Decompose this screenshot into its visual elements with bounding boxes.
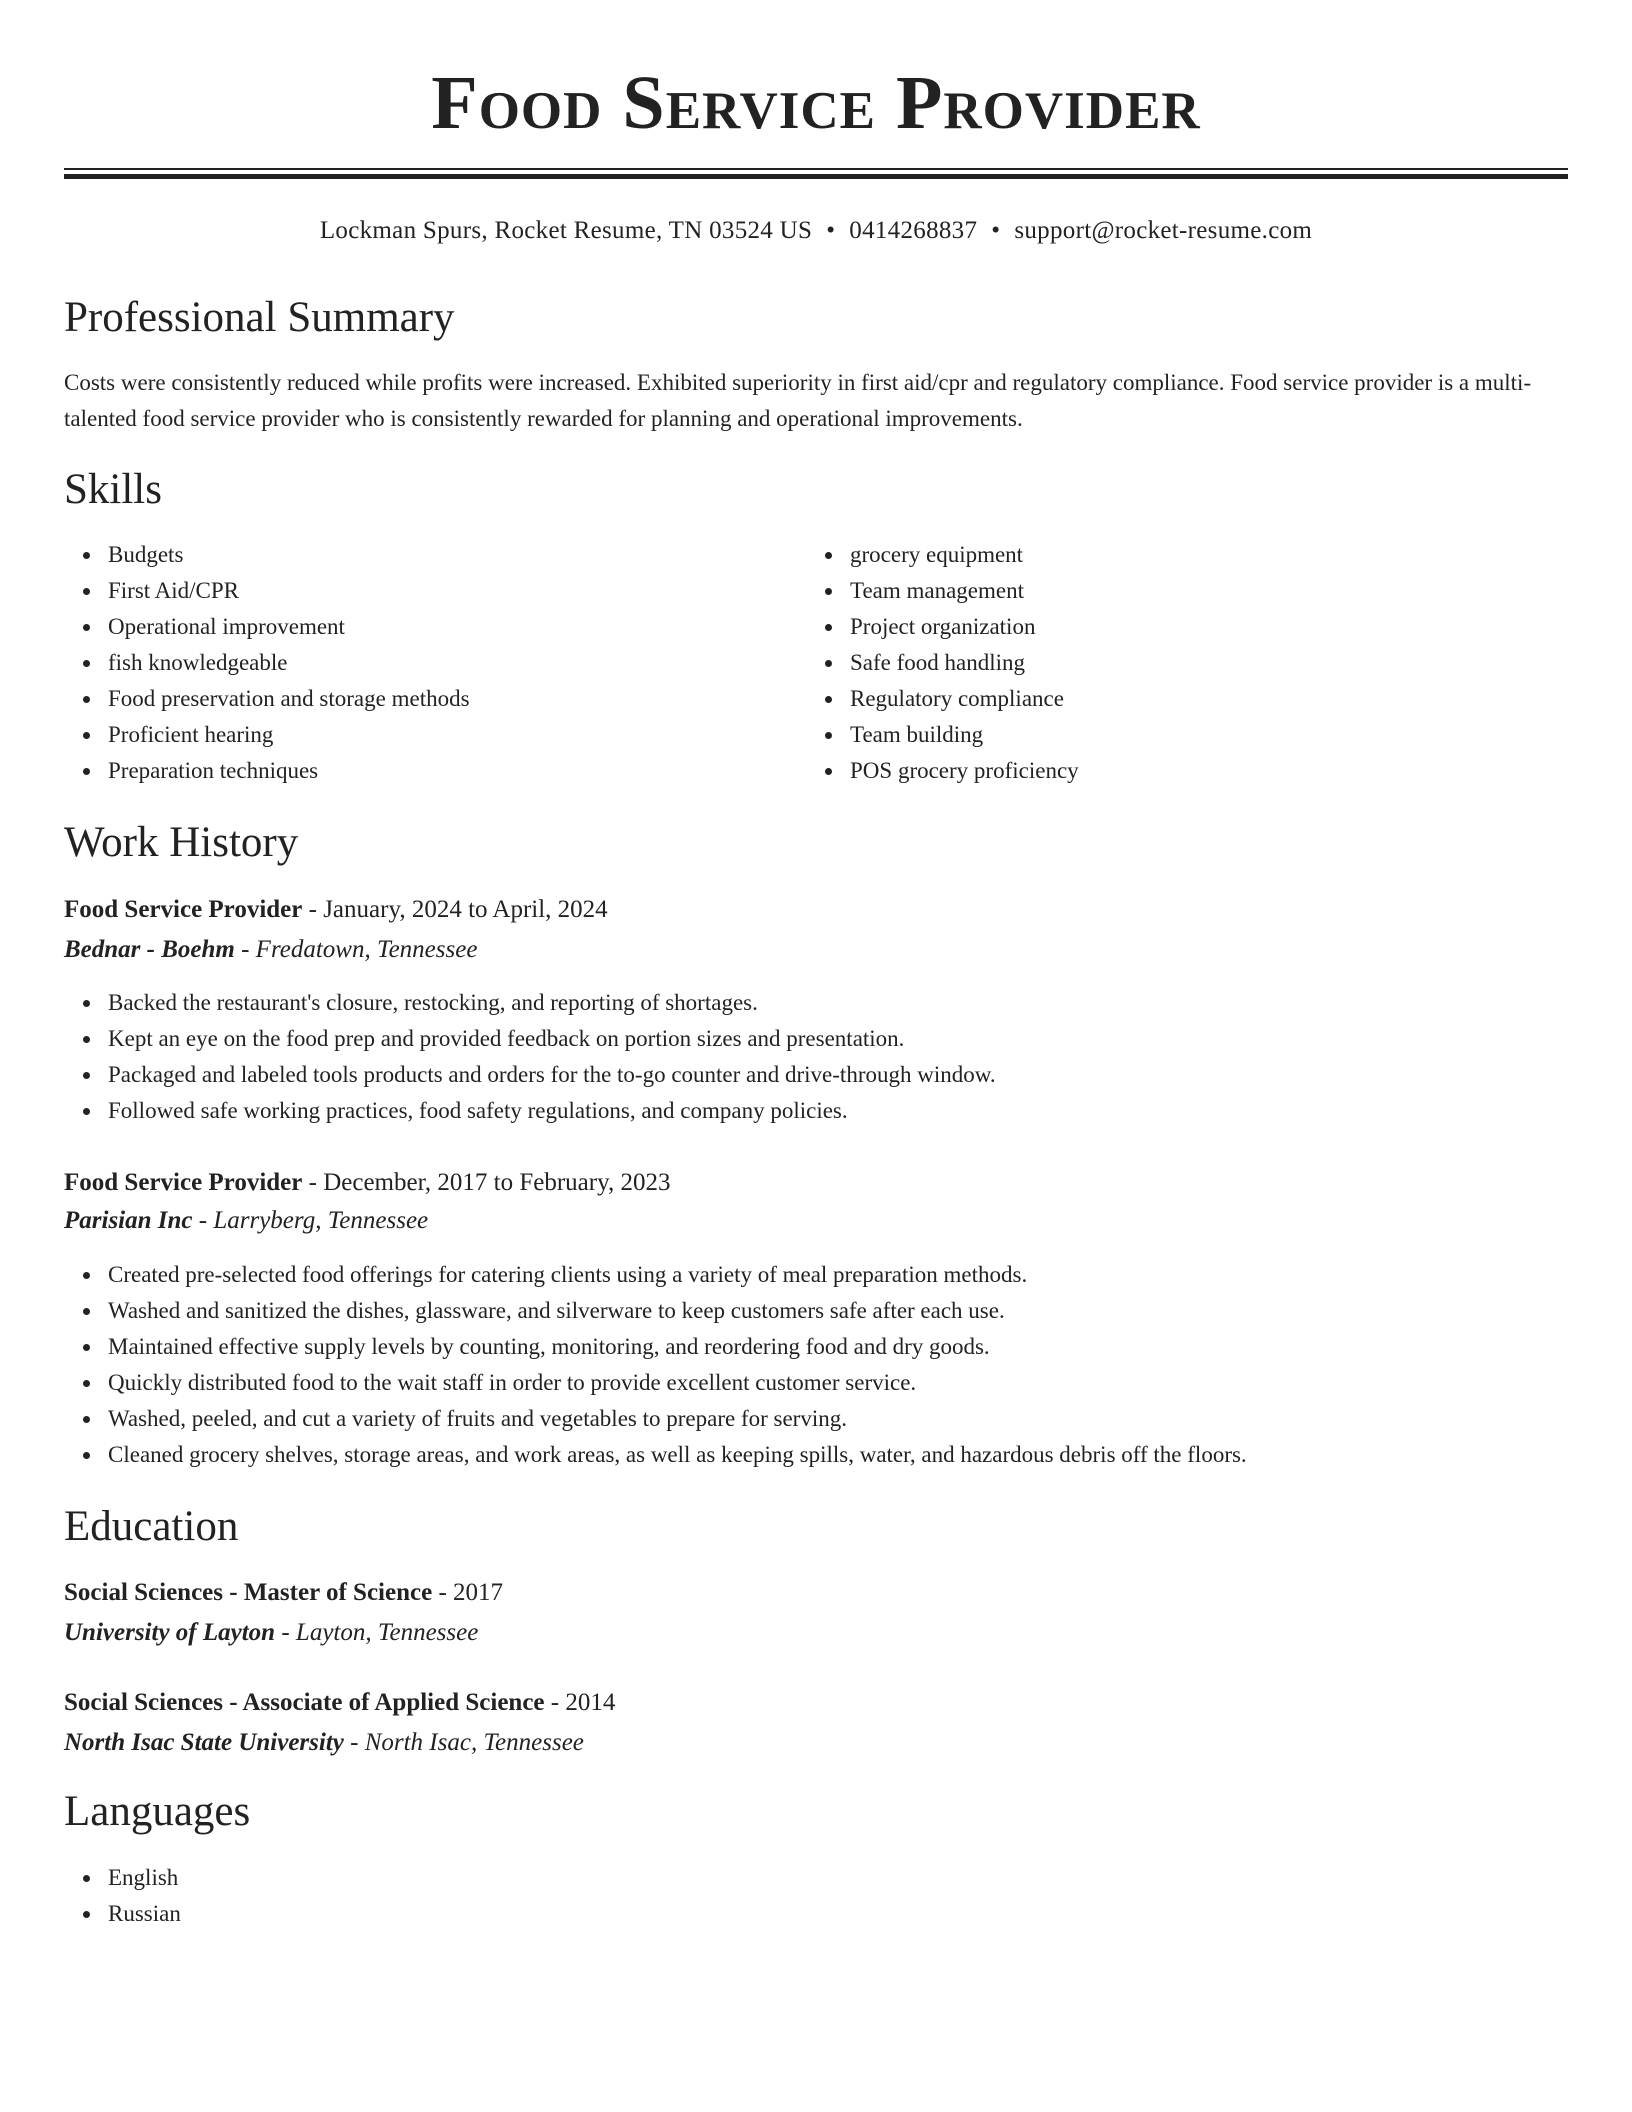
- job-company-line: [64, 931, 477, 969]
- languages-list: [64, 1860, 808, 1932]
- job-company: Parisian Inc: [64, 1207, 193, 1234]
- job-duty-item: Cleaned grocery shelves, storage areas, and work areas, as well as keeping spills, water, and hazardous debris off the floors.: [108, 1437, 1568, 1473]
- education-school: North Isac State University: [64, 1729, 344, 1756]
- education-degree-line: [64, 1684, 615, 1722]
- language-item: English: [108, 1860, 808, 1896]
- contact-phone: 0414268837: [849, 217, 978, 244]
- contact-line: [64, 213, 1568, 249]
- job-duty-item: Washed and sanitized the dishes, glassware, and silverware to keep customers safe after each use.: [108, 1293, 1568, 1329]
- summary-text: Costs were consistently reduced while profits were increased. Exhibited superiority in first aid/cpr and regulatory compliance. Food service provider is a multi-talented food service provider who is consistently rewarded for planning and operational improvements.: [64, 370, 1532, 431]
- skill-item: Operational improvement: [108, 609, 808, 645]
- skill-item: Safe food handling: [850, 645, 1550, 681]
- job-duty-item: Kept an eye on the food prep and provided feedback on portion sizes and presentation.: [108, 1021, 1568, 1057]
- job-duty-item: Packaged and labeled tools products and orders for the to-go counter and drive-through window.: [108, 1057, 1568, 1093]
- education-location: - Layton, Tennessee: [275, 1619, 479, 1646]
- skill-item: grocery equipment: [850, 537, 1550, 573]
- candidate-name: Food Service Provider: [431, 61, 1201, 145]
- skills-heading: Skills: [64, 466, 162, 513]
- skill-item: Team building: [850, 717, 1550, 753]
- skill-item: fish knowledgeable: [108, 645, 808, 681]
- skills-list-left: [64, 537, 808, 789]
- job-location: - Larryberg, Tennessee: [192, 1207, 429, 1234]
- education-school-line: [64, 1614, 478, 1652]
- contact-separator: •: [991, 217, 1001, 244]
- skill-item: Food preservation and storage methods: [108, 681, 808, 717]
- job-location: - Fredatown, Tennessee: [234, 936, 478, 963]
- skill-item: First Aid/CPR: [108, 573, 808, 609]
- job-title-line: [64, 891, 608, 929]
- summary-heading: Professional Summary: [64, 294, 455, 341]
- job-duty-item: Maintained effective supply levels by counting, monitoring, and reordering food and dry goods.: [108, 1329, 1568, 1365]
- skill-item: Project organization: [850, 609, 1550, 645]
- skill-item: POS grocery proficiency: [850, 753, 1550, 789]
- skill-item: Regulatory compliance: [850, 681, 1550, 717]
- job-duty-item: Created pre-selected food offerings for catering clients using a variety of meal preparation methods.: [108, 1257, 1568, 1293]
- contact-separator: •: [826, 217, 836, 244]
- work-history-heading: Work History: [64, 819, 299, 866]
- job-duty-item: Followed safe working practices, food safety regulations, and company policies.: [108, 1093, 1568, 1129]
- skill-item: Proficient hearing: [108, 717, 808, 753]
- job-dates: - January, 2024 to April, 2024: [302, 896, 608, 923]
- education-school-line: [64, 1724, 584, 1762]
- education-heading: Education: [64, 1503, 239, 1550]
- job-duties-list: [64, 985, 1568, 1129]
- education-school: University of Layton: [64, 1619, 276, 1646]
- header-divider-thin: [64, 168, 1568, 170]
- skill-item: Budgets: [108, 537, 808, 573]
- skill-item: Team management: [850, 573, 1550, 609]
- education-degree: Social Sciences - Master of Science: [64, 1579, 433, 1606]
- job-duty-item: Backed the restaurant's closure, restocking, and reporting of shortages.: [108, 985, 1568, 1021]
- skill-item: Preparation techniques: [108, 753, 808, 789]
- skills-list-right: [806, 537, 1550, 789]
- education-degree-line: [64, 1574, 503, 1612]
- job-dates: - December, 2017 to February, 2023: [302, 1169, 671, 1196]
- job-role: Food Service Provider: [64, 1169, 303, 1196]
- contact-address: Lockman Spurs, Rocket Resume, TN 03524 US: [319, 217, 813, 244]
- job-role: Food Service Provider: [64, 896, 303, 923]
- language-item: Russian: [108, 1896, 808, 1932]
- job-title-line: [64, 1164, 670, 1202]
- job-company: Bednar - Boehm: [64, 936, 235, 963]
- contact-email[interactable]: support@rocket-resume.com: [1014, 217, 1313, 244]
- education-year: - 2014: [544, 1689, 616, 1716]
- education-year: - 2017: [432, 1579, 504, 1606]
- job-duties-list: [64, 1257, 1568, 1473]
- languages-heading: Languages: [64, 1788, 251, 1835]
- job-duty-item: Washed, peeled, and cut a variety of fruits and vegetables to prepare for serving.: [108, 1401, 1568, 1437]
- header-divider-thick: [64, 174, 1568, 179]
- job-duty-item: Quickly distributed food to the wait staff in order to provide excellent customer service.: [108, 1365, 1568, 1401]
- education-location: - North Isac, Tennessee: [343, 1729, 584, 1756]
- job-company-line: [64, 1202, 428, 1240]
- education-degree: Social Sciences - Associate of Applied Science: [64, 1689, 545, 1716]
